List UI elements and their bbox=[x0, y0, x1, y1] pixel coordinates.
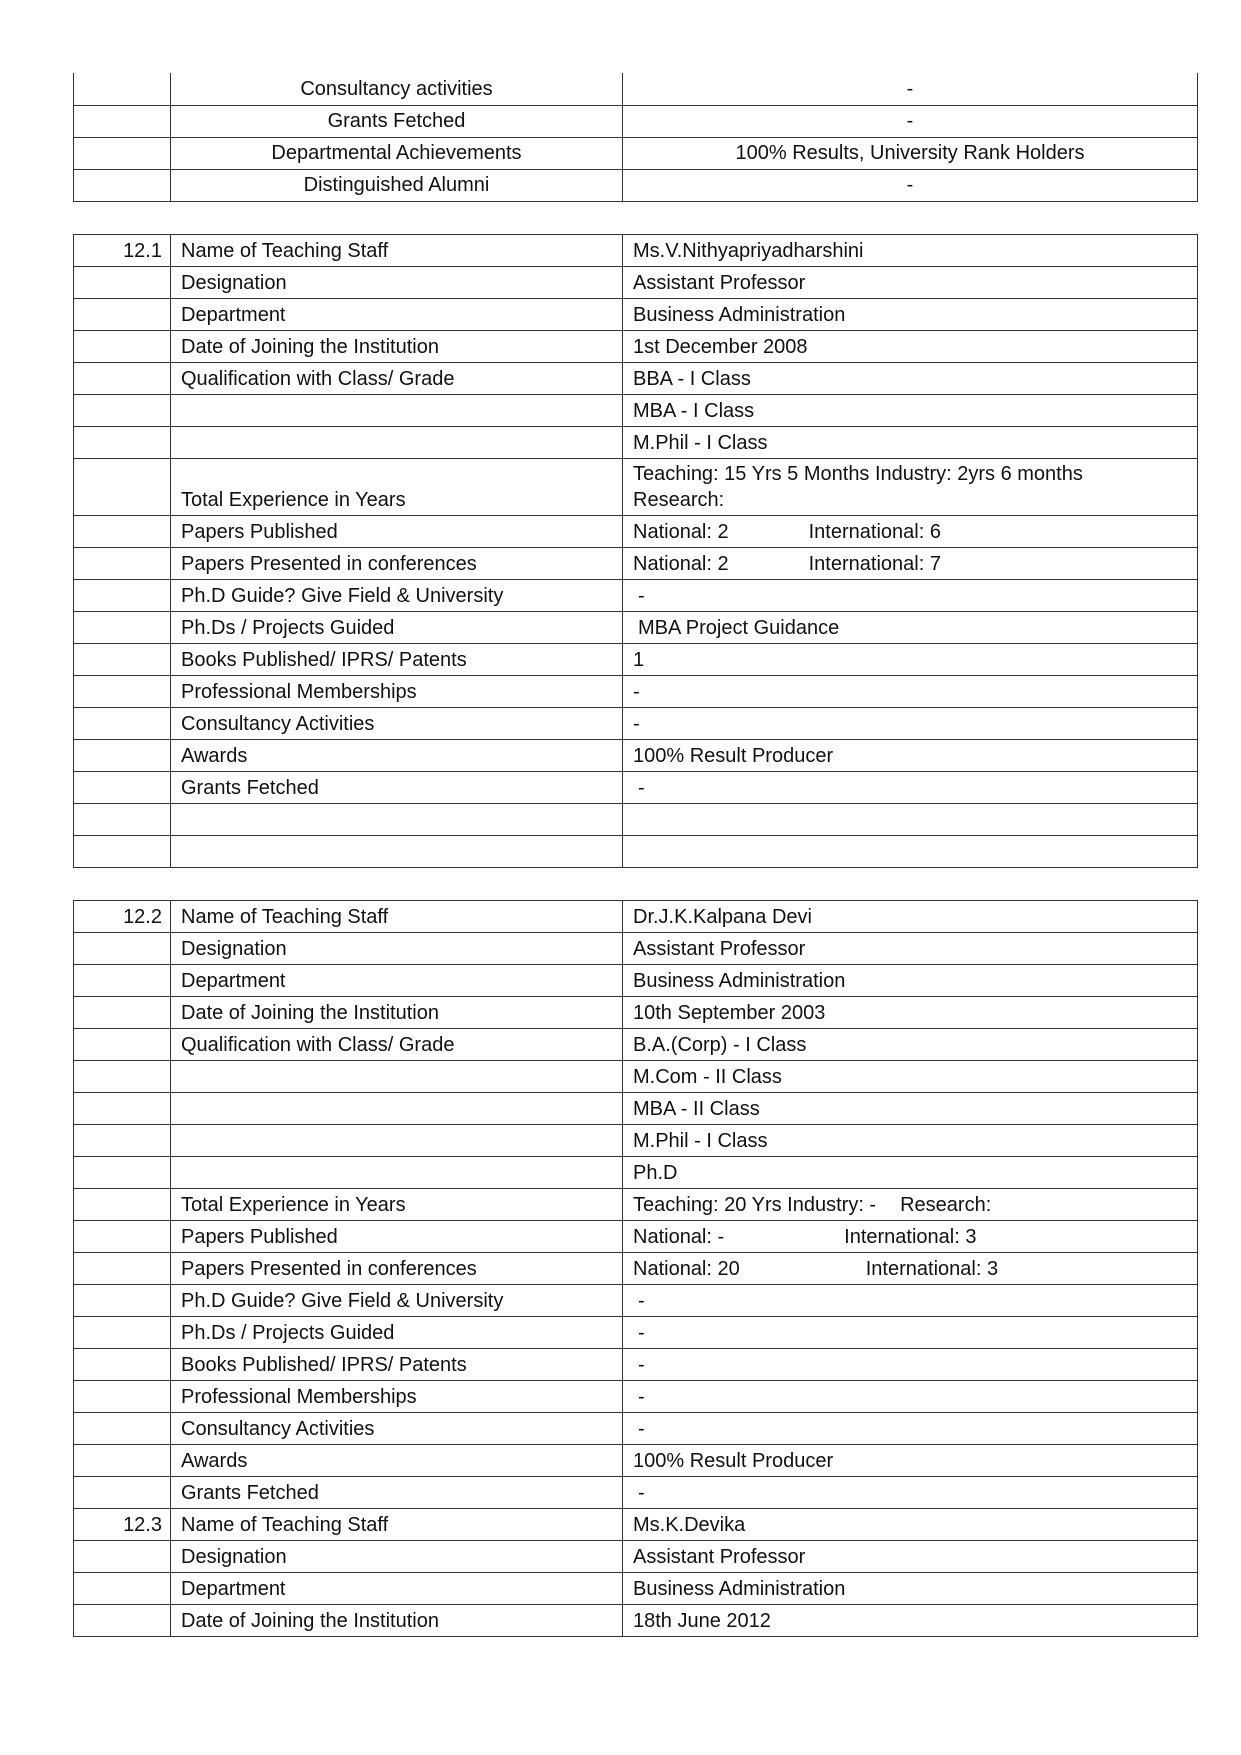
empty-cell bbox=[74, 459, 171, 516]
empty-cell bbox=[74, 548, 171, 580]
row-label: Ph.Ds / Projects Guided bbox=[171, 612, 623, 644]
row-label: Grants Fetched bbox=[171, 772, 623, 804]
row-label: Qualification with Class/ Grade bbox=[171, 1029, 623, 1061]
row-label: Name of Teaching Staff bbox=[171, 235, 623, 267]
books-value: 1 bbox=[623, 644, 1198, 676]
qualification-value: Ph.D bbox=[623, 1157, 1198, 1189]
joining-value: 18th June 2012 bbox=[623, 1605, 1198, 1637]
row-value: - bbox=[623, 169, 1198, 201]
table-row bbox=[74, 1349, 1198, 1381]
empty-cell bbox=[74, 427, 171, 459]
staff-table-12-1 bbox=[73, 234, 1198, 868]
table-row bbox=[74, 1285, 1198, 1317]
row-label: Department bbox=[171, 299, 623, 331]
table-row bbox=[74, 1381, 1198, 1413]
empty-cell bbox=[74, 105, 171, 137]
row-label: Department bbox=[171, 1573, 623, 1605]
empty-cell bbox=[171, 1093, 623, 1125]
table-row bbox=[74, 1253, 1198, 1285]
experience-value bbox=[623, 459, 1198, 516]
empty-cell bbox=[74, 331, 171, 363]
table-row bbox=[74, 1317, 1198, 1349]
empty-cell bbox=[74, 1317, 171, 1349]
empty-cell bbox=[74, 1413, 171, 1445]
table-row bbox=[74, 1221, 1198, 1253]
awards-value: 100% Result Producer bbox=[623, 740, 1198, 772]
guided-value: MBA Project Guidance bbox=[623, 612, 1198, 644]
row-label: Consultancy Activities bbox=[171, 1413, 623, 1445]
table-row bbox=[74, 516, 1198, 548]
table-row bbox=[74, 708, 1198, 740]
table-row bbox=[74, 965, 1198, 997]
table-row bbox=[74, 548, 1198, 580]
table-row bbox=[74, 901, 1198, 933]
table-row bbox=[74, 644, 1198, 676]
teaching-industry: Teaching: 20 Yrs Industry: - bbox=[633, 1193, 877, 1216]
row-label: Awards bbox=[171, 1445, 623, 1477]
empty-cell bbox=[74, 1253, 171, 1285]
table-row bbox=[74, 299, 1198, 331]
guided-value: - bbox=[623, 1317, 1198, 1349]
empty-cell bbox=[74, 1445, 171, 1477]
row-label: Books Published/ IPRS/ Patents bbox=[171, 644, 623, 676]
row-value: 100% Results, University Rank Holders bbox=[623, 137, 1198, 169]
empty-cell bbox=[171, 1157, 623, 1189]
row-label: Name of Teaching Staff bbox=[171, 901, 623, 933]
empty-cell bbox=[74, 395, 171, 427]
table-row bbox=[74, 836, 1198, 868]
row-label: Books Published/ IPRS/ Patents bbox=[171, 1349, 623, 1381]
empty-cell bbox=[171, 836, 623, 868]
row-label: Consultancy Activities bbox=[171, 708, 623, 740]
row-label: Date of Joining the Institution bbox=[171, 1605, 623, 1637]
empty-cell bbox=[74, 612, 171, 644]
empty-cell bbox=[74, 836, 171, 868]
empty-cell bbox=[74, 1061, 171, 1093]
empty-cell bbox=[74, 299, 171, 331]
international-count: International: 3 bbox=[865, 1257, 999, 1280]
empty-cell bbox=[74, 933, 171, 965]
row-label: Department bbox=[171, 965, 623, 997]
table-row bbox=[74, 1157, 1198, 1189]
section-number: 12.2 bbox=[74, 901, 171, 933]
row-label: Professional Memberships bbox=[171, 676, 623, 708]
empty-cell bbox=[74, 997, 171, 1029]
qualification-value: M.Phil - I Class bbox=[623, 1125, 1198, 1157]
table-row bbox=[74, 740, 1198, 772]
table-row bbox=[74, 267, 1198, 299]
grants-value: - bbox=[623, 1477, 1198, 1509]
empty-cell bbox=[74, 137, 171, 169]
table-row bbox=[74, 997, 1198, 1029]
row-label: Papers Published bbox=[171, 1221, 623, 1253]
joining-value: 1st December 2008 bbox=[623, 331, 1198, 363]
table-row bbox=[74, 1093, 1198, 1125]
empty-cell bbox=[74, 1189, 171, 1221]
national-count: National: - bbox=[633, 1225, 725, 1248]
empty-cell bbox=[74, 676, 171, 708]
row-label: Grants Fetched bbox=[171, 1477, 623, 1509]
empty-cell bbox=[623, 836, 1198, 868]
table-row bbox=[74, 1061, 1198, 1093]
qualification-value: MBA - II Class bbox=[623, 1093, 1198, 1125]
memberships-value: - bbox=[623, 676, 1198, 708]
table-row bbox=[74, 772, 1198, 804]
table-row bbox=[74, 1509, 1198, 1541]
empty-cell bbox=[74, 580, 171, 612]
empty-cell bbox=[74, 1285, 171, 1317]
row-label: Ph.D Guide? Give Field & University bbox=[171, 580, 623, 612]
empty-cell bbox=[74, 267, 171, 299]
table-row bbox=[74, 1413, 1198, 1445]
empty-cell bbox=[74, 1125, 171, 1157]
empty-cell bbox=[171, 395, 623, 427]
joining-value: 10th September 2003 bbox=[623, 997, 1198, 1029]
empty-cell bbox=[74, 1541, 171, 1573]
section-number: 12.1 bbox=[74, 235, 171, 267]
empty-cell bbox=[74, 1157, 171, 1189]
department-value: Business Administration bbox=[623, 1573, 1198, 1605]
row-label: Designation bbox=[171, 267, 623, 299]
experience-line: Teaching: 15 Yrs 5 Months Industry: 2yrs 6 months bbox=[633, 463, 1083, 485]
table-row bbox=[74, 363, 1198, 395]
national-count: National: 20 bbox=[633, 1257, 740, 1280]
empty-cell bbox=[74, 1093, 171, 1125]
table-row bbox=[74, 331, 1198, 363]
research: Research: bbox=[900, 1193, 992, 1216]
awards-value: 100% Result Producer bbox=[623, 1445, 1198, 1477]
table-row bbox=[74, 1573, 1198, 1605]
papers-presented-value bbox=[623, 1253, 1198, 1285]
empty-cell bbox=[74, 516, 171, 548]
departmental-summary-table bbox=[73, 73, 1198, 202]
international-count: International: 3 bbox=[844, 1225, 977, 1248]
table-row bbox=[74, 1189, 1198, 1221]
empty-cell bbox=[74, 772, 171, 804]
empty-cell bbox=[623, 804, 1198, 836]
row-label: Designation bbox=[171, 933, 623, 965]
row-label: Date of Joining the Institution bbox=[171, 331, 623, 363]
experience-value bbox=[623, 1189, 1198, 1221]
row-label: Awards bbox=[171, 740, 623, 772]
table-row bbox=[74, 804, 1198, 836]
grants-value: - bbox=[623, 772, 1198, 804]
empty-cell bbox=[74, 73, 171, 105]
department-value: Business Administration bbox=[623, 299, 1198, 331]
row-label: Papers Presented in conferences bbox=[171, 548, 623, 580]
qualification-value: B.A.(Corp) - I Class bbox=[623, 1029, 1198, 1061]
empty-cell bbox=[74, 1477, 171, 1509]
table-row bbox=[74, 1445, 1198, 1477]
table-row bbox=[74, 676, 1198, 708]
table-row bbox=[74, 612, 1198, 644]
empty-cell bbox=[74, 644, 171, 676]
empty-cell bbox=[74, 965, 171, 997]
department-value: Business Administration bbox=[623, 965, 1198, 997]
table-row bbox=[74, 580, 1198, 612]
row-label: Name of Teaching Staff bbox=[171, 1509, 623, 1541]
table-row bbox=[74, 1029, 1198, 1061]
international-count: International: 7 bbox=[808, 552, 941, 575]
qualification-value: M.Phil - I Class bbox=[623, 427, 1198, 459]
experience-line: Research: bbox=[633, 489, 725, 511]
empty-cell bbox=[74, 740, 171, 772]
table-row bbox=[74, 427, 1198, 459]
staff-table-12-2 bbox=[73, 900, 1198, 1637]
table-row bbox=[74, 137, 1198, 169]
empty-cell bbox=[74, 1573, 171, 1605]
qualification-value: MBA - I Class bbox=[623, 395, 1198, 427]
table-row bbox=[74, 1541, 1198, 1573]
designation-value: Assistant Professor bbox=[623, 267, 1198, 299]
section-number: 12.3 bbox=[74, 1509, 171, 1541]
empty-cell bbox=[74, 708, 171, 740]
qualification-value: M.Com - II Class bbox=[623, 1061, 1198, 1093]
national-count: National: 2 bbox=[633, 520, 729, 543]
designation-value: Assistant Professor bbox=[623, 933, 1198, 965]
empty-cell bbox=[74, 169, 171, 201]
table-row bbox=[74, 459, 1198, 516]
row-label: Professional Memberships bbox=[171, 1381, 623, 1413]
designation-value: Assistant Professor bbox=[623, 1541, 1198, 1573]
table-row bbox=[74, 1477, 1198, 1509]
staff-name: Ms.V.Nithyapriyadharshini bbox=[623, 235, 1198, 267]
row-label: Ph.Ds / Projects Guided bbox=[171, 1317, 623, 1349]
row-label: Total Experience in Years bbox=[171, 459, 623, 516]
row-label: Consultancy activities bbox=[171, 73, 623, 105]
row-label: Papers Presented in conferences bbox=[171, 1253, 623, 1285]
row-label: Grants Fetched bbox=[171, 105, 623, 137]
row-label: Qualification with Class/ Grade bbox=[171, 363, 623, 395]
consultancy-value: - bbox=[623, 1413, 1198, 1445]
papers-presented-value bbox=[623, 548, 1198, 580]
papers-published-value bbox=[623, 516, 1198, 548]
staff-name: Dr.J.K.Kalpana Devi bbox=[623, 901, 1198, 933]
empty-cell bbox=[171, 1125, 623, 1157]
row-value: - bbox=[623, 105, 1198, 137]
international-count: International: 6 bbox=[808, 520, 941, 543]
table-row bbox=[74, 933, 1198, 965]
row-label: Designation bbox=[171, 1541, 623, 1573]
empty-cell bbox=[74, 804, 171, 836]
national-count: National: 2 bbox=[633, 552, 729, 575]
qualification-value: BBA - I Class bbox=[623, 363, 1198, 395]
row-label: Papers Published bbox=[171, 516, 623, 548]
empty-cell bbox=[74, 1605, 171, 1637]
table-row bbox=[74, 73, 1198, 105]
papers-published-value bbox=[623, 1221, 1198, 1253]
row-label: Departmental Achievements bbox=[171, 137, 623, 169]
table-row bbox=[74, 169, 1198, 201]
empty-cell bbox=[74, 363, 171, 395]
memberships-value: - bbox=[623, 1381, 1198, 1413]
empty-cell bbox=[171, 1061, 623, 1093]
row-value: - bbox=[623, 73, 1198, 105]
row-label: Total Experience in Years bbox=[171, 1189, 623, 1221]
consultancy-value: - bbox=[623, 708, 1198, 740]
table-row bbox=[74, 105, 1198, 137]
empty-cell bbox=[74, 1221, 171, 1253]
staff-name: Ms.K.Devika bbox=[623, 1509, 1198, 1541]
table-row bbox=[74, 1605, 1198, 1637]
empty-cell bbox=[171, 804, 623, 836]
table-row bbox=[74, 395, 1198, 427]
table-row bbox=[74, 1125, 1198, 1157]
empty-cell bbox=[74, 1029, 171, 1061]
row-label: Date of Joining the Institution bbox=[171, 997, 623, 1029]
row-label: Distinguished Alumni bbox=[171, 169, 623, 201]
empty-cell bbox=[74, 1381, 171, 1413]
phd-guide-value: - bbox=[623, 1285, 1198, 1317]
empty-cell bbox=[171, 427, 623, 459]
phd-guide-value: - bbox=[623, 580, 1198, 612]
books-value: - bbox=[623, 1349, 1198, 1381]
empty-cell bbox=[74, 1349, 171, 1381]
row-label: Ph.D Guide? Give Field & University bbox=[171, 1285, 623, 1317]
table-row bbox=[74, 235, 1198, 267]
